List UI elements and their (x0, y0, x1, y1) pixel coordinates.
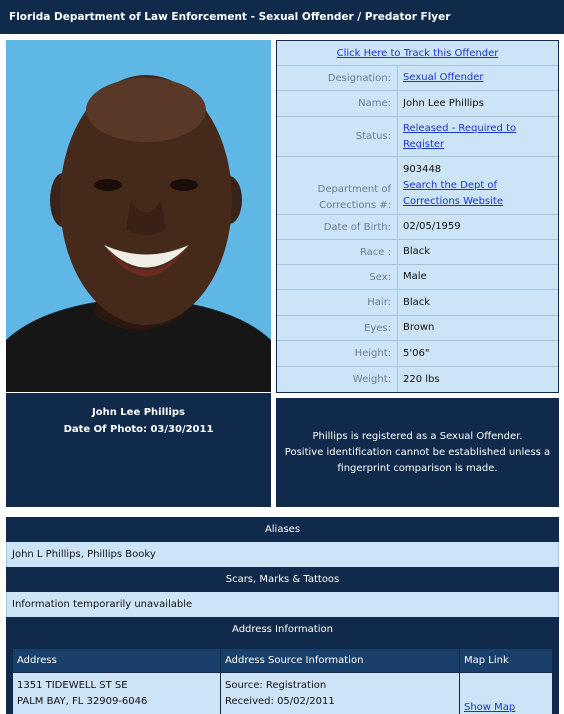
status-link[interactable] (398, 117, 558, 156)
hair-row (277, 290, 558, 316)
designation-row (277, 66, 558, 91)
race-value: Black (403, 246, 431, 257)
source-label: Source: (225, 680, 263, 691)
dob-label: Date of Birth: (277, 215, 398, 239)
notice-line1: Phillips is registered as a Sexual Offender. (312, 431, 523, 442)
photo-date: Date Of Photo: 03/30/2011 (63, 424, 214, 435)
eyes-label: Eyes: (277, 316, 398, 340)
status-link-line1[interactable]: Released - Required to (403, 122, 517, 134)
address-cell (13, 673, 221, 714)
offender-name-caption: John Lee Phillips (92, 407, 185, 418)
height-label: Height: (277, 341, 398, 366)
notice-line2: Positive identification cannot be established unless a (284, 447, 551, 458)
show-map-link[interactable]: Show Map (464, 702, 516, 713)
doc-row (277, 157, 558, 215)
offender-details-table (276, 40, 559, 393)
dob-row (277, 215, 558, 240)
dob-value: 02/05/1959 (403, 221, 461, 232)
status-link-line2[interactable]: Register (403, 138, 445, 150)
designation-label: Designation: (277, 66, 398, 90)
height-row (277, 341, 558, 367)
height-value: 5'06" (403, 347, 430, 359)
address-heading: Address Information (6, 617, 559, 642)
source-value: Registration (265, 680, 327, 691)
address-street: 1351 TIDEWELL ST SE (17, 680, 128, 691)
photo-caption (6, 393, 271, 507)
designation-link[interactable]: Sexual Offender (403, 72, 484, 83)
doc-number: 903448 (403, 163, 442, 175)
weight-value: 220 lbs (403, 373, 440, 385)
registration-notice (276, 398, 559, 507)
map-cell (460, 673, 553, 714)
doc-search-link-line2[interactable]: Corrections Website (403, 195, 503, 207)
name-value: John Lee Phillips (403, 97, 484, 109)
map-column-header: Map Link (460, 649, 553, 673)
doc-label-line2: Corrections #: (319, 200, 391, 211)
weight-row (277, 367, 558, 392)
source-column-header: Address Source Information (221, 649, 460, 673)
notice-line3: fingerprint comparison is made. (337, 463, 498, 474)
race-row (277, 240, 558, 265)
offender-photo (6, 40, 271, 392)
scars-heading: Scars, Marks & Tattoos (6, 567, 559, 592)
portrait-image (6, 40, 271, 392)
doc-label-line1: Department of (317, 184, 391, 195)
lower-sections (6, 517, 559, 714)
received-value: 05/02/2011 (277, 696, 335, 707)
eyes-value: Brown (403, 322, 435, 333)
name-row (277, 91, 558, 117)
status-label: Status: (277, 117, 398, 156)
address-table-wrap (6, 642, 559, 714)
doc-search-link-line1[interactable]: Search the Dept of (403, 179, 498, 191)
weight-label: Weight: (277, 367, 398, 392)
page-title: Florida Department of Law Enforcement - Sexual Offender / Predator Flyer (0, 0, 564, 34)
received-label: Received: (225, 696, 274, 707)
sex-value: Male (403, 271, 427, 282)
track-row (277, 41, 558, 66)
aliases-heading: Aliases (6, 517, 559, 542)
address-column-header: Address (13, 649, 221, 673)
sex-label: Sex: (277, 265, 398, 289)
name-label: Name: (277, 91, 398, 116)
hair-value: Black (403, 296, 431, 308)
address-table (12, 648, 553, 714)
hair-label: Hair: (277, 290, 398, 315)
status-row (277, 117, 558, 157)
track-offender-link[interactable]: Click Here to Track this Offender (336, 47, 499, 59)
address-city: PALM BAY, FL 32909-6046 (17, 696, 148, 707)
doc-label (277, 157, 398, 214)
scars-value: Information temporarily unavailable (6, 592, 559, 617)
race-label: Race : (277, 240, 398, 264)
source-cell (221, 673, 460, 714)
address-header-row (13, 649, 553, 673)
eyes-row (277, 316, 558, 341)
sex-row (277, 265, 558, 290)
address-row (13, 673, 553, 714)
aliases-value: John L Phillips, Phillips Booky (6, 542, 559, 567)
